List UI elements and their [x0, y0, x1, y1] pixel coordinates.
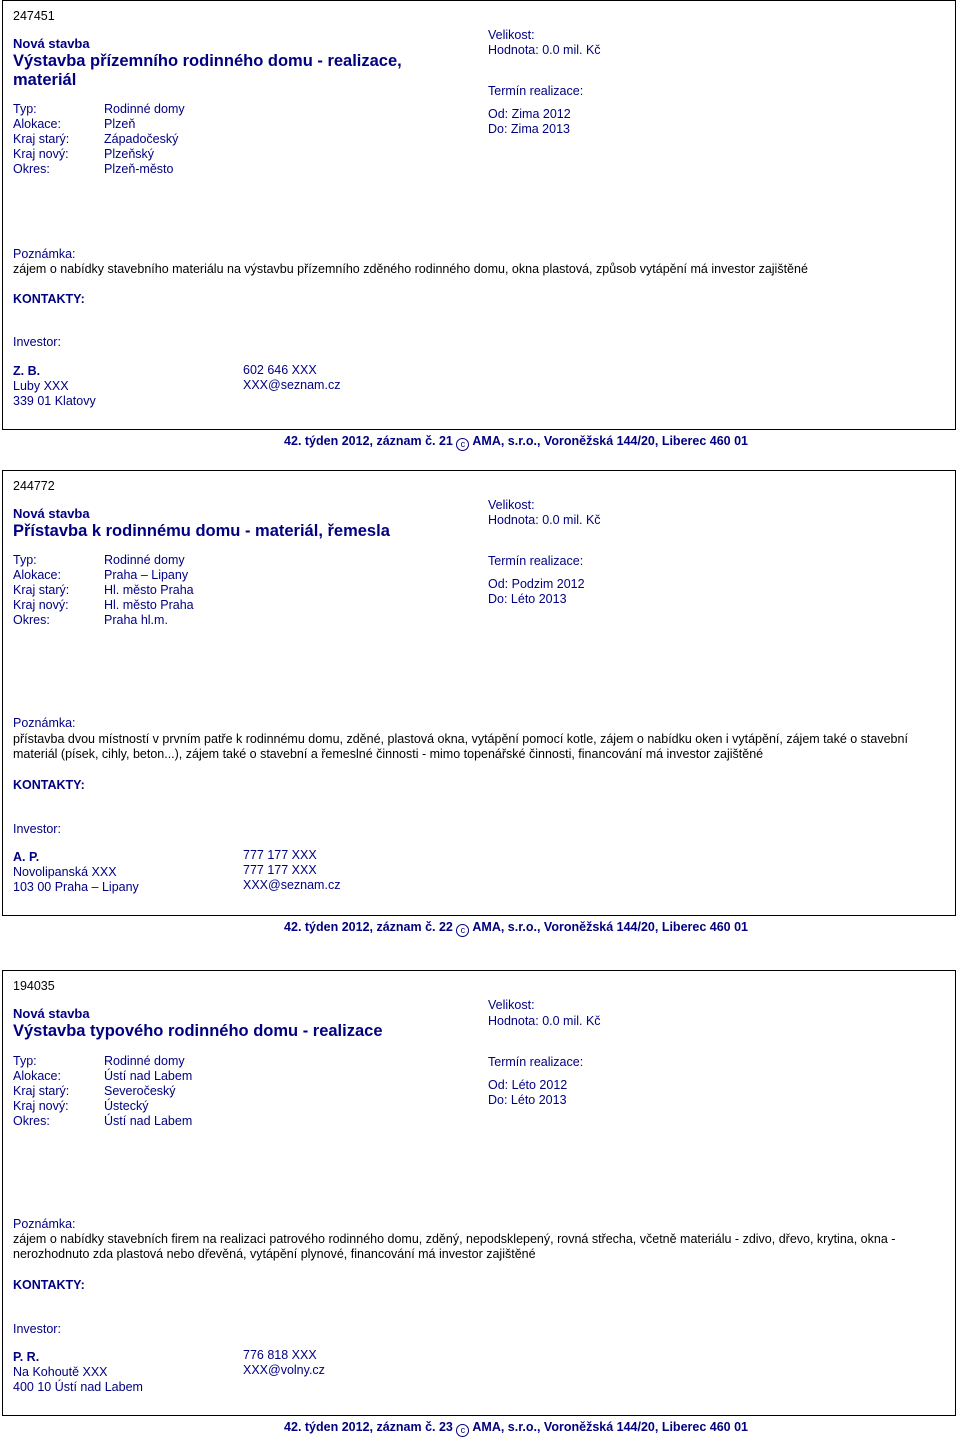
record-card	[2, 970, 956, 1416]
field-label: Kraj nový:	[13, 1099, 69, 1113]
footer-week: 42. týden 2012, záznam č. 21	[284, 434, 453, 448]
note-label: Poznámka:	[13, 247, 76, 261]
size-value: Hodnota: 0.0 mil. Kč	[488, 513, 601, 527]
term-label: Termín realizace:	[488, 84, 584, 98]
investor-phone: 602 646 XXX	[243, 363, 317, 377]
field-label: Typ:	[13, 553, 37, 567]
field-label: Okres:	[13, 613, 50, 627]
investor-name: P. R.	[13, 1350, 40, 1364]
field-row	[13, 1114, 192, 1129]
field-value: Hl. město Praha	[104, 598, 194, 612]
note-text: zájem o nabídky stavebních firem na realizaci patrového rodinného domu, zděný, nepodsklepený, rovná střecha, včetně materiálu - zdivo, dřevo, krytina, okna - nerozhodnuto zda plastová nebo dřevěná, vytápění plynové, financování má investor zajištěné	[13, 1232, 896, 1261]
field-value: Západočeský	[104, 132, 179, 146]
record-fields	[13, 553, 194, 628]
term-label: Termín realizace:	[488, 1055, 584, 1069]
field-value: Plzeňský	[104, 147, 155, 161]
size-value: Hodnota: 0.0 mil. Kč	[488, 1014, 601, 1028]
record-kind: Nová stavba	[13, 36, 90, 51]
note-label: Poznámka:	[13, 716, 76, 730]
footer-company: AMA, s.r.o., Voroněžská 144/20, Liberec 460 01	[472, 1420, 748, 1434]
field-value: Plzeň-město	[104, 162, 174, 176]
field-row	[13, 1099, 192, 1114]
field-row	[13, 613, 194, 628]
record-id: 194035	[13, 979, 55, 993]
record-title-line: materiál	[13, 71, 77, 89]
term-to: Do: Léto 2013	[488, 1093, 567, 1107]
record-kind: Nová stavba	[13, 506, 90, 521]
term-to: Do: Léto 2013	[488, 592, 567, 606]
record-footer	[0, 920, 960, 937]
investor-label: Investor:	[13, 335, 61, 349]
investor-address-line: Luby XXX	[13, 379, 69, 393]
record-footer	[0, 1420, 960, 1437]
field-row	[13, 102, 185, 117]
field-label: Kraj nový:	[13, 598, 69, 612]
record-title-line: Výstavba přízemního rodinného domu - realizace,	[13, 52, 402, 70]
field-label: Alokace:	[13, 117, 61, 131]
investor-label: Investor:	[13, 1322, 61, 1336]
field-row	[13, 132, 185, 147]
contacts-heading: KONTAKTY:	[13, 1278, 85, 1292]
field-row	[13, 117, 185, 132]
note-text: zájem o nabídky stavebního materiálu na výstavbu přízemního zděného rodinného domu, okna plastová, způsob vytápění má investor zajištěné	[13, 262, 808, 276]
field-label: Kraj starý:	[13, 583, 70, 597]
field-value: Rodinné domy	[104, 102, 185, 116]
record-footer	[0, 434, 960, 451]
footer-company: AMA, s.r.o., Voroněžská 144/20, Liberec 460 01	[472, 434, 748, 448]
record-title-line: Výstavba typového rodinného domu - realizace	[13, 1022, 383, 1040]
record-kind: Nová stavba	[13, 1006, 90, 1021]
term-from: Od: Podzim 2012	[488, 577, 585, 591]
field-label: Kraj nový:	[13, 147, 69, 161]
contacts-heading: KONTAKTY:	[13, 778, 85, 792]
field-value: Ústí nad Labem	[104, 1069, 193, 1083]
investor-label: Investor:	[13, 822, 61, 836]
field-row	[13, 1069, 192, 1084]
field-value: Severočeský	[104, 1084, 176, 1098]
field-value: Ústecký	[104, 1099, 149, 1113]
field-value: Praha hl.m.	[104, 613, 168, 627]
note-label: Poznámka:	[13, 1217, 76, 1231]
term-from: Od: Zima 2012	[488, 107, 571, 121]
field-row	[13, 568, 194, 583]
contacts-heading: KONTAKTY:	[13, 292, 85, 306]
investor-address-line: Na Kohoutě XXX	[13, 1365, 108, 1379]
record-fields	[13, 1054, 192, 1129]
record-card	[2, 0, 956, 430]
investor-phone: 777 177 XXX	[243, 863, 317, 877]
field-value: Plzeň	[104, 117, 136, 131]
field-label: Alokace:	[13, 1069, 61, 1083]
copyright-icon: c	[456, 1424, 469, 1437]
field-row	[13, 147, 185, 162]
field-label: Typ:	[13, 102, 37, 116]
footer-week: 42. týden 2012, záznam č. 22	[284, 920, 453, 934]
term-from: Od: Léto 2012	[488, 1078, 568, 1092]
field-label: Kraj starý:	[13, 1084, 70, 1098]
note-text: přístavba dvou místností v prvním patře k rodinnému domu, zděné, plastová okna, vytápění pomocí kotle, zájem o nabídku oken i vytápění, zájem také o stavební materiál (písek, cihly, beton...), zájem také o stavební a řemeslné činnosti - mimo topenářské činnosti, financování má investor zajištěné	[13, 732, 908, 761]
record-id: 247451	[13, 9, 55, 23]
copyright-icon: c	[456, 924, 469, 937]
field-row	[13, 553, 194, 568]
size-label: Velikost:	[488, 998, 535, 1012]
field-value: Hl. město Praha	[104, 583, 194, 597]
field-value: Rodinné domy	[104, 553, 185, 567]
field-label: Okres:	[13, 1114, 50, 1128]
term-to: Do: Zima 2013	[488, 122, 570, 136]
copyright-icon: c	[456, 438, 469, 451]
size-value: Hodnota: 0.0 mil. Kč	[488, 43, 601, 57]
footer-week: 42. týden 2012, záznam č. 23	[284, 1420, 453, 1434]
field-row	[13, 162, 185, 177]
field-label: Typ:	[13, 1054, 37, 1068]
investor-phone: 776 818 XXX	[243, 1348, 317, 1362]
field-row	[13, 598, 194, 613]
investor-address-line: 339 01 Klatovy	[13, 394, 96, 408]
investor-address-line: 103 00 Praha – Lipany	[13, 880, 139, 894]
field-value: Rodinné domy	[104, 1054, 185, 1068]
record-id: 244772	[13, 479, 55, 493]
investor-address-line: 400 10 Ústí nad Labem	[13, 1380, 143, 1394]
field-row	[13, 1054, 192, 1069]
field-value: Ústí nad Labem	[104, 1114, 193, 1128]
footer-company: AMA, s.r.o., Voroněžská 144/20, Liberec 460 01	[472, 920, 748, 934]
investor-email: XXX@volny.cz	[243, 1363, 325, 1377]
size-label: Velikost:	[488, 28, 535, 42]
field-value: Praha – Lipany	[104, 568, 189, 582]
term-label: Termín realizace:	[488, 554, 584, 568]
record-fields	[13, 102, 185, 177]
investor-email: XXX@seznam.cz	[243, 878, 341, 892]
record-card	[2, 470, 956, 916]
size-label: Velikost:	[488, 498, 535, 512]
record-title-line: Přístavba k rodinnému domu - materiál, řemesla	[13, 522, 390, 540]
investor-phone: 777 177 XXX	[243, 848, 317, 862]
field-row	[13, 583, 194, 598]
field-row	[13, 1084, 192, 1099]
field-label: Okres:	[13, 162, 50, 176]
investor-name: A. P.	[13, 850, 40, 864]
investor-name: Z. B.	[13, 364, 41, 378]
field-label: Alokace:	[13, 568, 61, 582]
investor-email: XXX@seznam.cz	[243, 378, 341, 392]
field-label: Kraj starý:	[13, 132, 70, 146]
investor-address-line: Novolipanská XXX	[13, 865, 117, 879]
